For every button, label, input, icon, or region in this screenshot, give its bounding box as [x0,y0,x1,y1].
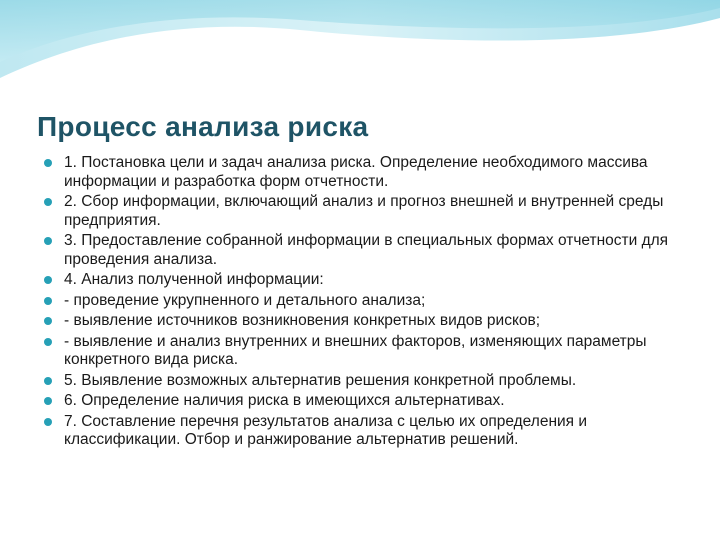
header-wave-decoration [0,0,720,110]
bullet-item [44,271,684,290]
bullet-dot-icon [44,317,52,325]
bullet-item [44,154,684,191]
bullet-dot-icon [44,237,52,245]
bullet-text: 1. Постановка цели и задач анализа риска. Определение необходимого массива информации и разработка форм отчетности. [64,154,648,190]
bullet-item [44,193,684,230]
bullet-dot-icon [44,159,52,167]
bullet-text: 4. Анализ полученной информации: [64,271,324,288]
bullet-text: - выявление и анализ внутренних и внешних факторов, изменяющих параметры конкретного вида риска. [64,332,647,368]
bullet-item [44,292,684,311]
bullet-text: 2. Сбор информации, включающий анализ и прогноз внешней и внутренней среды предприятия. [64,193,664,229]
bullet-text: 3. Предоставление собранной информации в специальных формах отчетности для проведения анализа. [64,232,669,268]
bullet-item [44,372,684,391]
slide-title: Процесс анализа риска [37,111,369,142]
bullet-list [44,154,684,452]
bullet-dot-icon [44,397,52,405]
bullet-text: 6. Определение наличия риска в имеющихся альтернативах. [64,392,505,409]
bullet-text: - выявление источников возникновения конкретных видов рисков; [64,312,541,329]
bullet-text: - проведение укрупненного и детального анализа; [64,291,426,309]
bullet-text: 7. Составление перечня результатов анализа с целью их определения и классификации. Отбор и ранжирование альтернатив решений. [64,412,588,448]
bullet-dot-icon [44,338,52,346]
bullet-dot-icon [44,297,52,305]
bullet-dot-icon [44,418,52,426]
bullet-item [44,232,684,269]
bullet-dot-icon [44,198,52,206]
bullet-item [44,333,684,370]
bullet-dot-icon [44,276,52,284]
bullet-item [44,413,684,450]
bullet-dot-icon [44,377,52,385]
bullet-item [44,392,684,411]
bullet-item [44,312,684,331]
bullet-text: 5. Выявление возможных альтернатив решения конкретной проблемы. [64,371,577,389]
